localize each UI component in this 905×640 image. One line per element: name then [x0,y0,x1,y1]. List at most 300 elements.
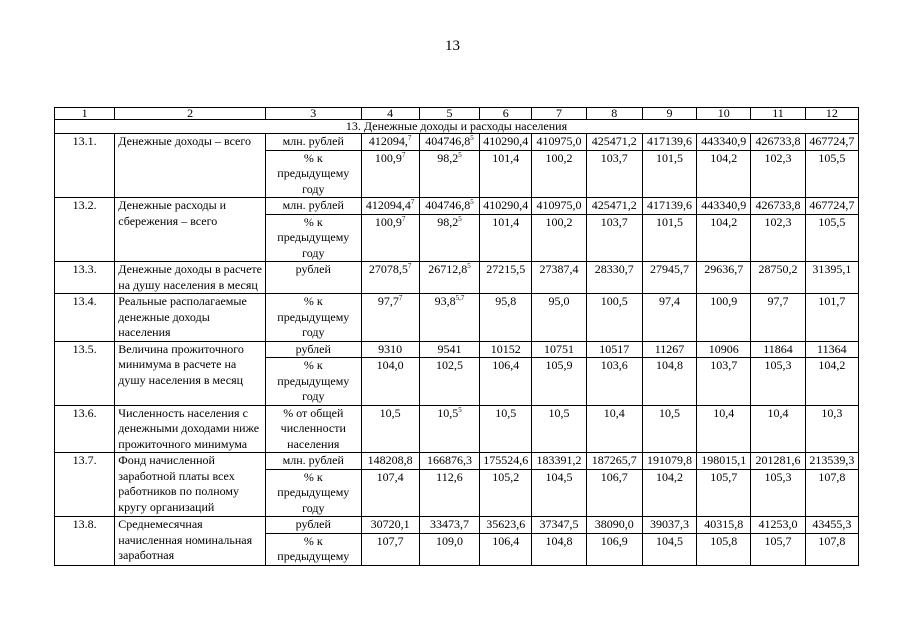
value-cell [532,453,586,470]
value-number: 38090,0 [594,517,634,531]
value-cell [532,533,586,565]
unit-cell: % к предыдущему году [266,358,361,406]
value-number: 10906 [708,341,739,356]
value-number: 107,7 [376,533,404,548]
value-cell [805,134,858,151]
value-cell [805,294,858,342]
value-cell [586,214,642,262]
value-number: 10,5 [495,405,517,420]
page-number: 13 [445,38,460,54]
value-number: 101,5 [656,150,683,165]
value-number: 104,2 [710,214,738,229]
unit-cell: % к предыдущему году [266,469,361,517]
value-cell [751,533,805,565]
value-number: 93,8 [434,294,456,308]
value-cell [532,294,586,342]
value-number: 104,2 [656,469,683,484]
value-number: 10152 [490,341,521,356]
value-cell [697,517,751,534]
value-cell [361,150,419,198]
column-number-cell: 7 [532,108,586,120]
value-number: 410290,4 [483,134,529,148]
footnote-mark: 5 [458,214,462,223]
indicator-code: 13.7. [55,453,115,517]
value-number: 28330,7 [594,262,634,276]
unit-cell: млн. рублей [266,198,361,215]
footnote-mark: 7 [401,150,406,159]
value-cell [361,294,419,342]
value-cell [751,134,805,151]
indicator-code: 13.2. [55,198,115,262]
value-cell [697,405,751,453]
value-number: 100,9 [710,294,738,308]
value-cell [642,533,696,565]
value-number: 103,7 [710,358,738,372]
value-cell [697,294,751,342]
value-cell [480,405,532,453]
value-cell [532,262,586,294]
value-number: 412094,4 [365,198,411,212]
value-cell [586,469,642,517]
statistics-table [54,107,859,566]
value-cell [480,517,532,534]
value-cell [532,214,586,262]
value-cell [751,517,805,534]
column-number-cell: 11 [751,108,805,120]
value-cell [586,358,642,406]
section-title: 13. Денежные доходы и расходы населения [55,120,859,134]
value-number: 40315,8 [704,517,744,531]
table-row [55,517,859,534]
column-number-cell: 6 [480,108,532,120]
value-cell [480,453,532,470]
value-number: 11864 [763,341,793,356]
indicator-name: Денежные доходы в расчете на душу населения в месяц [115,262,266,294]
value-cell [751,405,805,453]
value-cell [642,358,696,406]
value-cell [361,517,419,534]
value-number: 10,5 [379,405,401,420]
value-cell [419,358,479,406]
value-number: 425471,2 [591,198,637,212]
table-row [55,134,859,151]
value-cell [361,358,419,406]
value-number: 105,3 [764,469,792,484]
value-cell [532,198,586,215]
value-number: 103,7 [600,214,628,229]
value-cell [586,405,642,453]
unit-cell: % к предыдущему году [266,214,361,262]
value-number: 10,5 [548,405,570,420]
value-cell [532,358,586,406]
value-number: 410975,0 [536,198,582,212]
value-cell [642,134,696,151]
value-cell [532,150,586,198]
table-row [55,453,859,470]
value-number: 43455,3 [812,517,852,531]
column-number-cell: 3 [266,108,361,120]
value-number: 30720,1 [370,517,410,531]
value-cell [805,198,858,215]
value-cell [805,341,858,358]
value-cell [751,294,805,342]
value-number: 105,5 [818,150,846,165]
value-cell [642,198,696,215]
indicator-name: Величина прожиточного минимума в расчете на душу населения в месяц [115,341,266,405]
value-number: 10751 [543,341,574,356]
value-cell [419,150,479,198]
value-number: 27945,7 [650,262,689,276]
value-number: 100,9 [374,214,402,229]
value-number: 105,7 [710,469,738,484]
value-cell [586,453,642,470]
value-number: 425471,2 [591,134,637,148]
value-cell [642,405,696,453]
value-cell [805,405,858,453]
value-number: 426733,8 [755,198,801,212]
value-cell [586,262,642,294]
unit-cell: % к предыдущему [266,533,361,565]
value-number: 410290,4 [483,198,529,212]
indicator-code: 13.1. [55,134,115,198]
value-number: 27215,5 [486,262,526,276]
value-cell [480,262,532,294]
value-number: 410975,0 [536,134,582,148]
footnote-mark: 7 [410,198,415,206]
value-number: 148208,8 [367,453,413,467]
value-number: 27078,5 [368,262,408,276]
value-number: 102,3 [764,150,792,165]
value-cell [419,517,479,534]
value-number: 10,5 [437,405,459,420]
value-number: 104,5 [545,469,573,484]
value-number: 10,5 [659,405,680,420]
value-number: 29636,7 [704,262,744,276]
value-cell [751,262,805,294]
value-number: 33473,7 [429,517,469,531]
value-number: 104,5 [656,533,683,548]
unit-cell: % к предыдущему году [266,150,361,198]
value-number: 97,7 [767,294,789,308]
value-number: 100,2 [545,150,573,165]
value-cell [586,341,642,358]
value-cell [480,533,532,565]
value-cell [642,469,696,517]
value-number: 10517 [599,341,630,356]
value-number: 112,6 [436,469,463,484]
value-number: 101,4 [492,150,520,165]
value-number: 28750,2 [758,262,798,276]
value-cell [697,469,751,517]
footnote-mark: 7 [407,262,412,270]
value-number: 443340,9 [701,134,747,148]
footnote-mark: 5,7 [455,294,465,302]
value-cell [419,469,479,517]
value-cell [642,150,696,198]
indicator-code: 13.4. [55,294,115,342]
value-cell [751,453,805,470]
column-number-cell: 8 [586,108,642,120]
indicator-name: Фонд начисленной заработной платы всех работников по полному кругу организаций [115,453,266,517]
indicator-name: Реальные располагаемые денежные доходы населения [115,294,266,342]
value-cell [480,134,532,151]
value-cell [751,341,805,358]
value-number: 198015,1 [701,453,747,467]
value-number: 27387,4 [539,262,579,276]
value-cell [532,517,586,534]
value-number: 103,7 [600,150,628,165]
value-number: 10,4 [767,405,789,420]
indicator-code: 13.5. [55,341,115,405]
value-number: 101,5 [656,214,683,229]
value-cell [586,198,642,215]
value-number: 10,4 [603,405,625,420]
value-number: 41253,0 [758,517,798,531]
value-cell [586,134,642,151]
table-row [55,294,859,342]
value-number: 37347,5 [539,517,579,531]
value-number: 213539,3 [809,453,855,467]
section-title-row [55,120,859,134]
footnote-mark: 5 [458,150,462,159]
column-number-cell: 12 [805,108,858,120]
value-number: 107,8 [818,469,846,484]
value-cell [361,533,419,565]
footnote-mark: 5 [458,405,462,414]
value-number: 101,7 [818,294,846,308]
value-number: 95,0 [548,294,570,308]
value-number: 98,2 [437,214,459,229]
value-number: 404746,8 [425,198,471,212]
value-number: 102,5 [435,358,463,372]
footnote-mark: 5 [470,198,474,206]
indicator-name: Денежные доходы – всего [115,134,266,198]
value-number: 417139,6 [647,134,692,148]
value-cell [361,134,419,151]
value-number: 404746,8 [425,134,471,148]
value-number: 107,4 [376,469,404,484]
unit-cell: % к предыдущему году [266,294,361,342]
value-cell [805,453,858,470]
indicator-name: Среднемесячная начисленная номинальная заработная [115,517,266,566]
value-cell [419,262,479,294]
value-cell [697,341,751,358]
value-number: 105,3 [764,358,792,372]
value-cell [805,517,858,534]
value-number: 191079,8 [647,453,692,467]
value-number: 183391,2 [536,453,582,467]
value-cell [480,150,532,198]
value-number: 9310 [378,341,403,356]
indicator-code: 13.6. [55,405,115,453]
value-cell [642,262,696,294]
value-cell [697,358,751,406]
table-row [55,405,859,453]
value-cell [697,134,751,151]
unit-cell: рублей [266,341,361,358]
table-row [55,262,859,294]
indicator-name: Денежные расходы и сбережения – всего [115,198,266,262]
value-cell [805,214,858,262]
value-number: 201281,6 [755,453,801,467]
value-number: 412094, [368,134,408,148]
column-number-cell: 5 [419,108,479,120]
value-cell [642,517,696,534]
value-number: 105,5 [818,214,846,229]
value-number: 97,7 [377,294,399,308]
value-cell [480,341,532,358]
value-number: 105,8 [710,533,738,548]
footnote-mark: 5 [467,262,471,270]
value-cell [480,358,532,406]
value-cell [586,517,642,534]
value-cell [419,214,479,262]
value-cell [419,533,479,565]
value-cell [480,469,532,517]
table-row [55,341,859,358]
value-cell [586,150,642,198]
footnote-mark: 5 [470,134,474,142]
value-cell [419,453,479,470]
value-number: 98,2 [437,150,459,165]
value-cell [805,469,858,517]
footnote-mark: 7 [398,294,403,302]
indicator-code: 13.3. [55,262,115,294]
value-number: 35623,6 [486,517,526,531]
value-number: 11364 [817,341,847,356]
value-number: 39037,3 [650,517,689,531]
value-cell [642,294,696,342]
value-cell [642,214,696,262]
value-number: 26712,8 [428,262,468,276]
value-number: 9541 [437,341,462,356]
value-number: 106,7 [600,469,628,484]
unit-cell: рублей [266,262,361,294]
value-cell [361,198,419,215]
value-cell [751,469,805,517]
value-cell [751,358,805,406]
unit-cell: млн. рублей [266,134,361,151]
value-cell [361,262,419,294]
value-number: 31395,1 [812,262,852,276]
value-cell [805,358,858,406]
value-number: 104,8 [656,358,683,372]
footnote-mark: 7 [407,134,412,142]
value-number: 104,2 [818,358,846,372]
value-number: 10,4 [713,405,735,420]
value-number: 106,4 [492,358,520,372]
value-number: 100,9 [374,150,402,165]
value-number: 175524,6 [483,453,529,467]
value-cell [361,469,419,517]
column-number-cell: 10 [697,108,751,120]
indicator-code: 13.8. [55,517,115,566]
value-number: 106,9 [600,533,628,548]
value-number: 97,4 [659,294,680,308]
value-cell [419,405,479,453]
value-number: 106,4 [492,533,520,548]
value-number: 95,8 [495,294,517,308]
value-cell [751,198,805,215]
value-number: 443340,9 [701,198,747,212]
value-cell [419,341,479,358]
value-cell [697,262,751,294]
column-number-row [55,108,859,120]
unit-cell: млн. рублей [266,453,361,470]
column-number-cell: 9 [642,108,696,120]
value-cell [751,150,805,198]
column-number-cell: 4 [361,108,419,120]
value-number: 11267 [654,341,685,356]
value-cell [697,198,751,215]
value-cell [532,341,586,358]
value-cell [419,294,479,342]
value-number: 105,2 [492,469,520,484]
value-cell [805,533,858,565]
column-number-cell: 2 [115,108,266,120]
value-cell [480,214,532,262]
value-cell [697,453,751,470]
value-number: 467724,7 [809,198,855,212]
value-number: 107,8 [818,533,846,548]
value-cell [697,150,751,198]
value-number: 101,4 [492,214,520,229]
value-cell [532,469,586,517]
value-cell [480,294,532,342]
value-number: 109,0 [435,533,463,548]
value-number: 417139,6 [647,198,692,212]
value-number: 426733,8 [755,134,801,148]
value-cell [805,262,858,294]
value-cell [642,453,696,470]
value-cell [361,341,419,358]
value-cell [480,198,532,215]
value-number: 100,2 [545,214,573,229]
value-cell [532,134,586,151]
value-cell [361,405,419,453]
value-cell [419,198,479,215]
indicator-name: Численность населения с денежными доходами ниже прожиточного минимума [115,405,266,453]
value-number: 102,3 [764,214,792,229]
column-number-cell: 1 [55,108,115,120]
value-number: 187265,7 [591,453,637,467]
value-cell [697,214,751,262]
footnote-mark: 7 [401,214,406,223]
unit-cell: рублей [266,517,361,534]
value-number: 104,0 [376,358,404,372]
value-cell [586,533,642,565]
value-number: 103,6 [600,358,628,372]
value-cell [586,294,642,342]
value-number: 104,2 [710,150,738,165]
value-number: 10,3 [821,405,843,420]
value-cell [361,214,419,262]
value-number: 105,7 [764,533,792,548]
value-cell [642,341,696,358]
value-number: 104,8 [545,533,573,548]
value-number: 105,9 [545,358,573,372]
value-cell [419,134,479,151]
value-cell [532,405,586,453]
value-cell [361,453,419,470]
value-cell [805,150,858,198]
value-number: 467724,7 [809,134,855,148]
value-number: 100,5 [600,294,628,308]
table-row [55,198,859,215]
unit-cell: % от общей численности населения [266,405,361,453]
value-cell [751,214,805,262]
value-number: 166876,3 [426,453,472,467]
